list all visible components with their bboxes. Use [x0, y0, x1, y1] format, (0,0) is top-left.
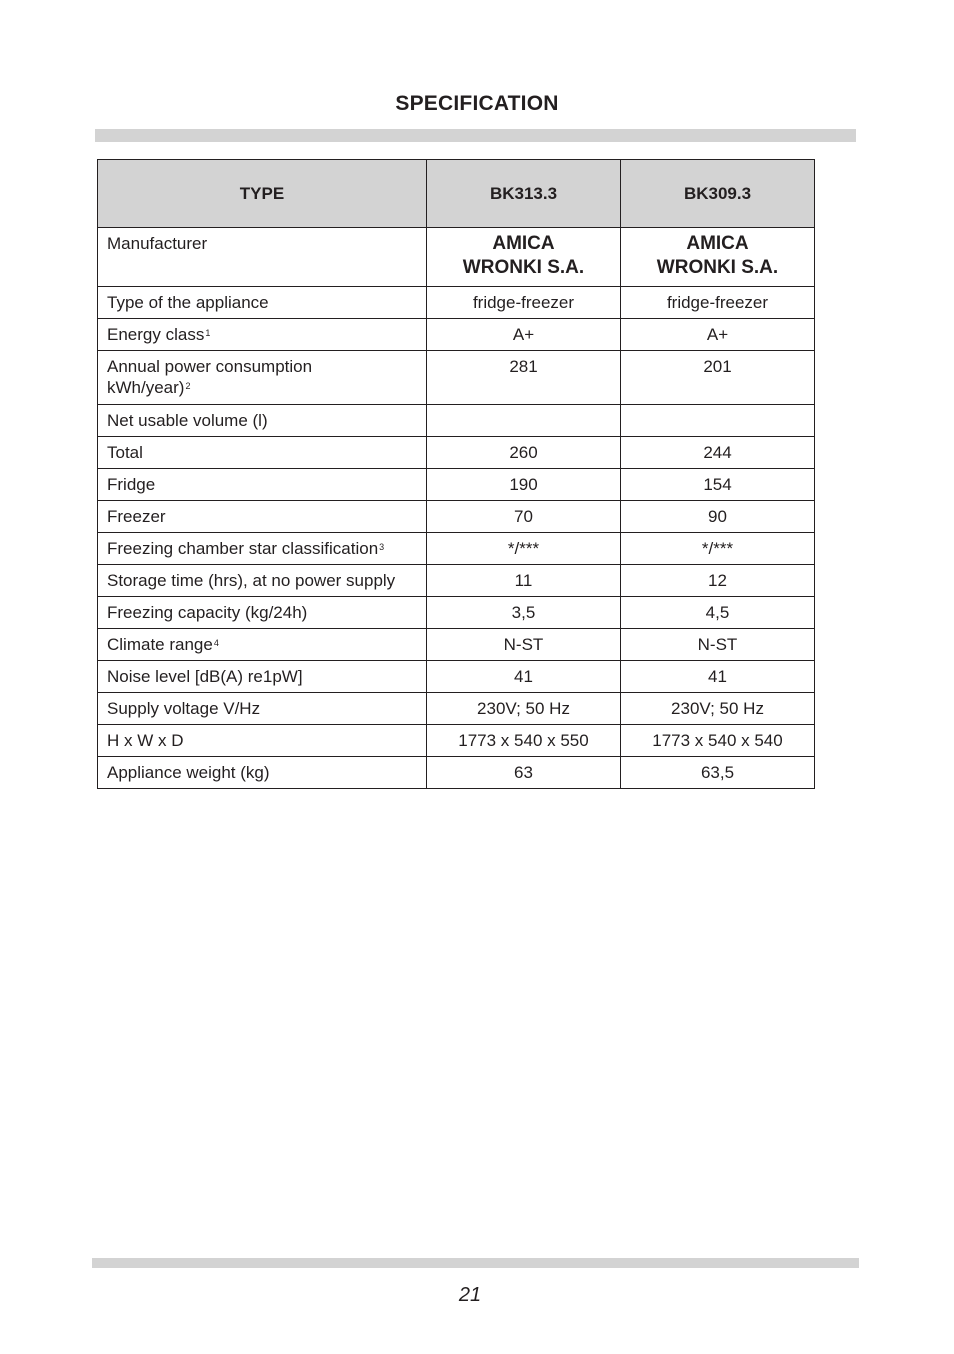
row-value-2: fridge-freezer [621, 287, 815, 319]
table-row [98, 501, 815, 533]
row-label [98, 437, 427, 469]
row-value-1: 3,5 [427, 597, 621, 629]
header-divider-bar [95, 129, 856, 142]
table-row [98, 757, 815, 789]
row-value-2: 90 [621, 501, 815, 533]
row-label: Manufacturer [98, 228, 427, 287]
row-label-text: Net usable volume (l) [107, 411, 268, 430]
row-value-1: 1773 x 540 x 550 [427, 725, 621, 757]
row-label-text: Appliance weight (kg) [107, 763, 270, 782]
row-label [98, 629, 427, 661]
row-label [98, 565, 427, 597]
page-title: SPECIFICATION [395, 92, 559, 115]
header-model-1: BK313.3 [427, 160, 621, 228]
row-label-text: Energy class [107, 325, 205, 344]
row-value-1: 190 [427, 469, 621, 501]
table-row [98, 661, 815, 693]
row-value-2 [621, 405, 815, 437]
table-row [98, 693, 815, 725]
page-number: 21 [458, 1284, 482, 1306]
row-value-1: 70 [427, 501, 621, 533]
footnote-marker: 2 [185, 381, 191, 391]
row-label [98, 597, 427, 629]
row-label-text: Type of the appliance [107, 293, 269, 312]
row-label [98, 533, 427, 565]
footnote-marker: 3 [379, 542, 385, 552]
row-label [98, 725, 427, 757]
manufacturer-value-2: AMICA WRONKI S.A. [621, 228, 815, 287]
row-value-2: */*** [621, 533, 815, 565]
table-row [98, 287, 815, 319]
row-label-text: Supply voltage V/Hz [107, 699, 261, 718]
header-model-2: BK309.3 [621, 160, 815, 228]
row-value-2: N-ST [621, 629, 815, 661]
table-row [98, 597, 815, 629]
row-label [98, 351, 427, 405]
row-value-1: */*** [427, 533, 621, 565]
row-label [98, 405, 427, 437]
row-label [98, 469, 427, 501]
row-label-text: H x W x D [107, 731, 184, 750]
row-label [98, 287, 427, 319]
table-row [98, 629, 815, 661]
header-type: TYPE [98, 160, 427, 228]
row-value-2: 154 [621, 469, 815, 501]
row-value-2: 230V; 50 Hz [621, 693, 815, 725]
row-label [98, 319, 427, 351]
row-label-text: Total [107, 443, 143, 462]
row-value-2: 41 [621, 661, 815, 693]
footnote-marker: 4 [213, 638, 219, 648]
row-value-2: A+ [621, 319, 815, 351]
row-value-1: A+ [427, 319, 621, 351]
row-label-text: Storage time (hrs), at no power supply [107, 571, 396, 590]
table-row [98, 319, 815, 351]
table-row [98, 565, 815, 597]
table-row [98, 351, 815, 405]
table-row [98, 533, 815, 565]
row-value-1: 11 [427, 565, 621, 597]
table-row [98, 725, 815, 757]
table-header-row [98, 160, 815, 228]
table-row [98, 469, 815, 501]
row-label-text-line2: kWh/year) [107, 378, 185, 397]
row-label [98, 693, 427, 725]
row-label-text: Fridge [107, 475, 156, 494]
row-label-text: Freezer [107, 507, 166, 526]
row-value-2: 63,5 [621, 757, 815, 789]
row-label [98, 501, 427, 533]
manufacturer-value-1: AMICA WRONKI S.A. [427, 228, 621, 287]
footnote-marker: 1 [205, 328, 211, 338]
row-value-2: 4,5 [621, 597, 815, 629]
row-label [98, 757, 427, 789]
table-row [98, 437, 815, 469]
row-value-1: 281 [427, 351, 621, 405]
row-label-text: Freezing chamber star classification [107, 539, 379, 558]
row-value-1: 260 [427, 437, 621, 469]
table-row-manufacturer [98, 228, 815, 287]
table-row [98, 405, 815, 437]
row-value-1: 41 [427, 661, 621, 693]
row-value-1: fridge-freezer [427, 287, 621, 319]
specification-table [97, 159, 815, 789]
row-value-1: 230V; 50 Hz [427, 693, 621, 725]
row-label-text: Freezing capacity (kg/24h) [107, 603, 308, 622]
row-value-1 [427, 405, 621, 437]
row-label-text: Annual power consumption [107, 357, 313, 376]
row-label-text: Noise level [dB(A) re1pW] [107, 667, 303, 686]
row-value-2: 244 [621, 437, 815, 469]
row-value-1: N-ST [427, 629, 621, 661]
row-value-2: 12 [621, 565, 815, 597]
row-value-2: 1773 x 540 x 540 [621, 725, 815, 757]
row-value-1: 63 [427, 757, 621, 789]
row-value-2: 201 [621, 351, 815, 405]
row-label-text: Climate range [107, 635, 213, 654]
row-label [98, 661, 427, 693]
footer-divider-bar [92, 1258, 859, 1268]
